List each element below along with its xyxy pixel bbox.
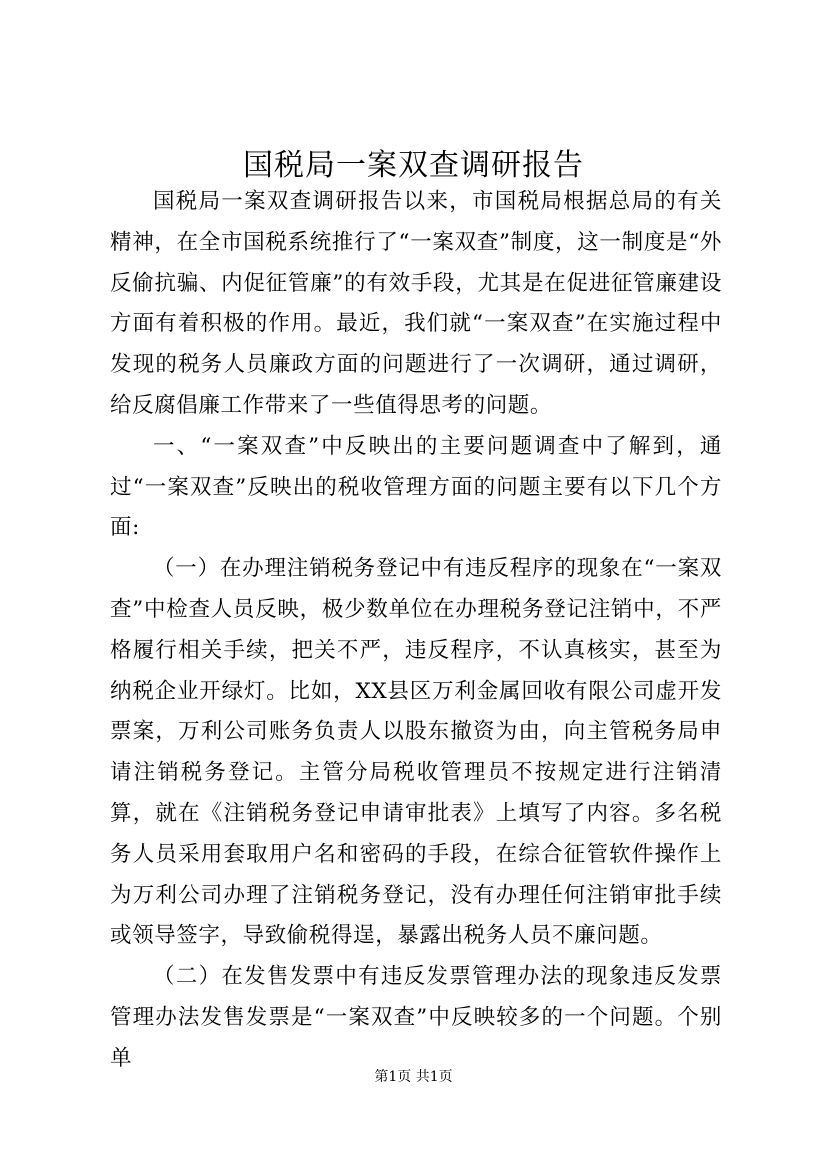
paragraph-section-one: 一、“一案双查”中反映出的主要问题调查中了解到，通过“一案双查”反映出的税收管理方面的问题主要有以下几个方面: (110, 433, 722, 541)
document-body (110, 182, 722, 1080)
document-title: 国税局一案双查调研报告 (243, 148, 584, 183)
paragraph-subsection-two: （二）在发售发票中有违反发票管理办法的现象违反发票管理办法发售发票是“一案双查”中反映较多的一个问题。个别单 (110, 964, 722, 1071)
page-footer: 第1页 共1页 (374, 1069, 453, 1085)
paragraph-subsection-one: （一）在办理注销税务登记中有违反程序的现象在“一案双查”中检查人员反映，极少数单位在办理税务登记注销中，不严格履行相关手续，把关不严，违反程序，不认真核实，甚至为纳税企业开绿灯。比如，XX县区万利金属回收有限公司虚开发票案，万利公司账务负责人以股东撤资为由，向主管税务局申请注销税务登记。主管分局税收管理员不按规定进行注销清算，就在《注销税务登记申请审批表》上填写了内容。多名税务人员采用套取用户名和密码的手段，在综合征管软件操作上为万利公司办理了注销税务登记，没有办理任何注销审批手续或领导签字，导致偷税得逞，暴露出税务人员不廉问题。 (110, 556, 722, 949)
paragraph-intro: 国税局一案双查调研报告以来，市国税局根据总局的有关精神，在全市国税系统推行了“一案双查”制度，这一制度是“外反偷抗骗、内促征管廉”的有效手段，尤其是在促进征管廉建设方面有着积极的作用。最近，我们就“一案双查”在实施过程中发现的税务人员廉政方面的问题进行了一次调研，通过调研，给反腐倡廉工作带来了一些值得思考的问题。 (110, 189, 722, 418)
